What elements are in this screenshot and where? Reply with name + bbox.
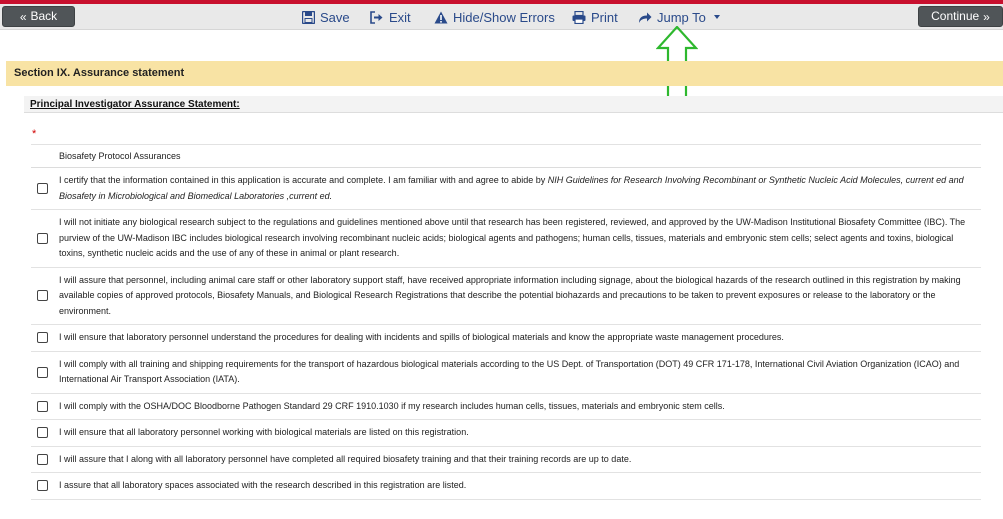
- assurance-text-plain: I will ensure that all laboratory personnel working with biological materials are listed on this registration.: [59, 427, 469, 437]
- assurances-table: [31, 144, 981, 500]
- print-button[interactable]: [572, 9, 618, 25]
- assurance-checkbox[interactable]: [37, 401, 48, 412]
- assurance-row: [31, 325, 981, 352]
- assurance-text: [59, 268, 981, 325]
- assurance-checkbox[interactable]: [37, 183, 48, 194]
- assurance-text-plain: I will comply with the OSHA/DOC Bloodborne Pathogen Standard 29 CRF 1910.1030 if my research includes human cells, tissues, materials and embryonic stem cells.: [59, 400, 725, 411]
- assurance-row: [31, 268, 981, 326]
- assurance-text-plain: I assure that all laboratory spaces associated with the research described in this registration are listed.: [59, 480, 467, 490]
- assurance-text: [59, 447, 631, 473]
- required-asterisk: *: [32, 128, 37, 140]
- printer-icon: [572, 11, 586, 24]
- assurance-text-plain: I will ensure that laboratory personnel understand the procedures for dealing with incidents and spills of biological materials and know the appropriate waste management procedures.: [59, 332, 784, 342]
- print-label: Print: [591, 9, 618, 25]
- save-button[interactable]: [302, 9, 350, 25]
- assurance-checkbox[interactable]: [37, 454, 48, 465]
- assurances-list: [31, 168, 981, 500]
- assurance-text-plain: I will not initiate any biological research subject to the regulations and guidelines mentioned above until that research has been registered, reviewed, and approved by the UW-Madison Institutional Biosafety Committee (IBC). The purview of the UW-Madison IBC includes biological research involving recombinant nucleic acids; biological agents and pathogens; human cells, tissues, materials and embryonic stem cells; select agents and toxins, biological toxins, synthetic nucleic acids and the use of any of these in animal or plant research.: [59, 217, 966, 258]
- hide-show-errors-label: Hide/Show Errors: [453, 9, 555, 25]
- assurance-checkbox[interactable]: [37, 233, 48, 244]
- back-label: Back: [30, 9, 58, 23]
- assurance-text: [59, 473, 466, 499]
- assurance-checkbox[interactable]: [37, 290, 48, 301]
- assurance-checkbox[interactable]: [37, 480, 48, 491]
- assurance-text-plain: I certify that the information contained in this application is accurate and complete. I am familiar with and agree to abide by: [59, 175, 548, 185]
- assurance-row: [31, 210, 981, 268]
- jump-to-label: Jump To: [657, 9, 706, 25]
- save-label: Save: [320, 9, 350, 25]
- table-header: Biosafety Protocol Assurances: [31, 145, 981, 168]
- assurance-text: [59, 352, 981, 393]
- double-chevron-right-icon: »: [983, 9, 990, 24]
- assurance-row: [31, 473, 981, 500]
- assurance-text: [59, 325, 784, 351]
- continue-button[interactable]: [918, 6, 1003, 27]
- assurance-text-italic: NIH Guidelines for Research Involving Recombinant or Synthetic Nucleic Acid Molecules, current ed and Biosafety in Microbiological and Biomedical Laboratories ,current ed.: [59, 175, 964, 201]
- assurance-row: [31, 394, 981, 421]
- back-button[interactable]: [2, 6, 75, 27]
- assurance-checkbox[interactable]: [37, 427, 48, 438]
- floppy-disk-icon: [302, 11, 315, 24]
- exit-label: Exit: [389, 9, 411, 25]
- assurance-row: [31, 420, 981, 447]
- assurance-text: [59, 394, 725, 420]
- hide-show-errors-button[interactable]: [434, 9, 555, 25]
- caret-down-icon: [714, 15, 720, 19]
- jump-to-dropdown[interactable]: [638, 9, 720, 25]
- assurance-row: [31, 168, 981, 210]
- section-header: Section IX. Assurance statement: [6, 61, 1003, 86]
- assurance-text-plain: I will assure that personnel, including animal care staff or other laboratory support staff, have received appropriate information including signage, about the biological hazards of the research outlined in this registration by making available copies of approved protocols, Biosafety Manuals, and Biological Research Registrations that describe the potential biohazards and precautions to be taken to prevent exposures or release to the laboratory or the environment.: [59, 274, 961, 316]
- assurance-row: [31, 447, 981, 474]
- share-arrow-icon: [638, 11, 652, 24]
- assurance-checkbox[interactable]: [37, 332, 48, 343]
- warning-icon: [434, 11, 448, 24]
- assurance-checkbox[interactable]: [37, 367, 48, 378]
- assurance-row: [31, 352, 981, 394]
- assurance-text: [59, 168, 981, 209]
- assurance-text-plain: I will comply with all training and shipping requirements for the transport of hazardous biological materials according to the US Dept. of Transportation (DOT) 49 CFR 171-178, International Civil Aviation Organization (ICAO) and International Air Transport Association (IATA).: [59, 358, 960, 384]
- toolbar: [0, 4, 1003, 30]
- double-chevron-left-icon: «: [19, 9, 27, 24]
- exit-button[interactable]: [370, 9, 411, 25]
- assurance-text-plain: I will assure that I along with all laboratory personnel have completed all required biosafety training and that their training records are up to date.: [59, 453, 632, 464]
- pi-assurance-heading: Principal Investigator Assurance Statement:: [24, 96, 1003, 113]
- assurance-text: [59, 210, 981, 267]
- exit-icon: [370, 11, 384, 24]
- continue-label: Continue: [931, 9, 980, 23]
- assurance-text: [59, 420, 469, 446]
